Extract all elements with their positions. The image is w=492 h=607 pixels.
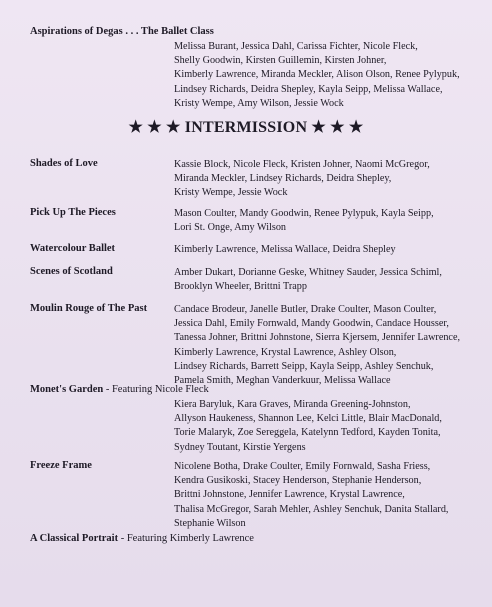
intermission-heading: ★ ★ ★ INTERMISSION ★ ★ ★ — [128, 119, 364, 136]
cast-line: Lindsey Richards, Deidra Shepley, Kayla Seipp, Melissa Wallace, — [174, 83, 443, 95]
cast-line: Kristy Wempe, Amy Wilson, Jessie Wock — [174, 97, 344, 109]
cast-list-shades-of-love — [174, 158, 474, 201]
section-title-classical-portrait — [30, 533, 254, 544]
cast-line: Lindsey Richards, Barrett Seipp, Kayla Seipp, Ashley Senchuk, — [174, 360, 434, 372]
cast-line: Kendra Gusikoski, Stacey Henderson, Stephanie Henderson, — [174, 475, 422, 487]
cast-line: Stephanie Wilson — [174, 517, 246, 529]
cast-list-scenes-of-scotland — [174, 266, 474, 294]
cast-line: Brooklyn Wheeler, Brittni Trapp — [174, 281, 307, 293]
section-title-aspirations: Aspirations of Degas . . . The Ballet Class — [30, 26, 214, 37]
cast-line: Kassie Block, Nicole Fleck, Kristen Johner, Naomi McGregor, — [174, 159, 430, 170]
section-title-pick-up-the-pieces: Pick Up The Pieces — [30, 207, 116, 218]
cast-line: Miranda Meckler, Lindsey Richards, Deidra Shepley, — [174, 173, 392, 185]
cast-line: Nicolene Botha, Drake Coulter, Emily Fornwald, Sasha Friess, — [174, 461, 431, 472]
cast-list-aspirations — [174, 40, 474, 111]
cast-list-freeze-frame — [174, 460, 474, 531]
section-title-scenes-of-scotland: Scenes of Scotland — [30, 266, 113, 277]
section-title-monets-garden — [30, 384, 209, 395]
section-title-watercolour-ballet: Watercolour Ballet — [30, 243, 116, 254]
featuring-note: - Featuring Nicole Fleck — [103, 384, 209, 395]
cast-line: Melissa Burant, Jessica Dahl, Carissa Fichter, Nicole Fleck, — [174, 41, 418, 52]
cast-line: Lori St. Onge, Amy Wilson — [174, 222, 287, 234]
cast-line: Brittni Johnstone, Jennifer Lawrence, Krystal Lawrence, — [174, 489, 405, 501]
cast-line: Tanessa Johner, Brittni Johnstone, Sierra Kjersem, Jennifer Lawrence, — [174, 332, 461, 344]
cast-line: Amber Dukart, Dorianne Geske, Whitney Sauder, Jessica Schiml, — [174, 267, 442, 278]
cast-line: Allyson Haukeness, Shannon Lee, Kelci Little, Blair MacDonald, — [174, 413, 442, 425]
cast-line: Mason Coulter, Mandy Goodwin, Renee Pylypuk, Kayla Seipp, — [174, 208, 434, 219]
cast-list-watercolour-ballet — [174, 243, 474, 257]
featuring-note: - Featuring Kimberly Lawrence — [118, 533, 254, 544]
cast-line: Kimberly Lawrence, Krystal Lawrence, Ashley Olson, — [174, 346, 397, 358]
section-title-freeze-frame: Freeze Frame — [30, 460, 92, 471]
cast-line: Thalisa McGregor, Sarah Mehler, Ashley Senchuk, Danita Stallard, — [174, 503, 449, 515]
cast-line: Kimberly Lawrence, Miranda Meckler, Alison Olson, Renee Pylypuk, — [174, 69, 460, 81]
cast-line: Kimberly Lawrence, Melissa Wallace, Deidra Shepley — [174, 244, 396, 255]
cast-line: Kristy Wempe, Jessie Wock — [174, 187, 288, 199]
cast-line: Jessica Dahl, Emily Fornwald, Mandy Goodwin, Candace Housser, — [174, 318, 449, 330]
section-title-text: Monet's Garden — [30, 384, 104, 395]
cast-line: Pamela Smith, Meghan Vanderkuur, Melissa Wallace — [174, 375, 391, 387]
cast-list-moulin-rouge — [174, 303, 474, 388]
section-title-text: A Classical Portrait — [30, 533, 119, 544]
cast-line: Torie Malaryk, Zoe Sereggela, Katelynn Tedford, Kayden Tonita, — [174, 427, 441, 439]
section-title-shades-of-love: Shades of Love — [30, 158, 98, 169]
cast-line: Candace Brodeur, Janelle Butler, Drake Coulter, Mason Coulter, — [174, 304, 437, 315]
section-title-moulin-rouge: Moulin Rouge of The Past — [30, 303, 148, 314]
cast-line: Sydney Toutant, Kirstie Yergens — [174, 441, 306, 453]
cast-line: Shelly Goodwin, Kirsten Guillemin, Kirsten Johner, — [174, 55, 387, 67]
cast-list-monets-garden — [174, 398, 474, 455]
cast-list-pick-up-the-pieces — [174, 207, 474, 235]
cast-line: Kiera Baryluk, Kara Graves, Miranda Greening-Johnston, — [174, 399, 411, 410]
